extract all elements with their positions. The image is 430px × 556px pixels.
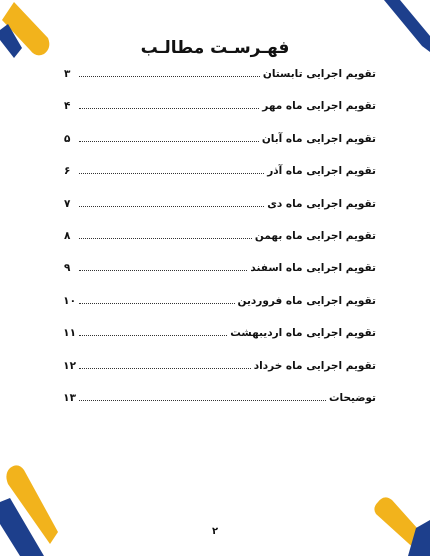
toc-leader-dots — [79, 141, 259, 142]
toc-leader-dots — [79, 76, 260, 77]
toc-entry[interactable] — [64, 262, 376, 294]
toc-entry-title: تقویم اجرایی ماه خرداد — [253, 359, 376, 372]
toc-entry[interactable] — [64, 392, 376, 424]
toc-entry-page: ۱۱ — [63, 327, 76, 340]
corner-decoration-bottom-left — [0, 462, 62, 556]
toc-entry[interactable] — [64, 198, 376, 230]
toc-entry-page: ۱۳ — [63, 391, 76, 404]
toc-leader-dots — [79, 368, 251, 369]
toc-entry[interactable] — [64, 360, 376, 392]
toc-leader-dots — [79, 335, 227, 336]
toc-leader-dots — [79, 238, 252, 239]
toc-entry-title: تقویم اجرایی ماه دی — [267, 197, 376, 210]
toc-entry[interactable] — [64, 100, 376, 132]
page-number: ۲ — [211, 526, 219, 537]
toc-entry[interactable] — [64, 327, 376, 359]
table-of-contents — [64, 68, 376, 424]
toc-entry-page: ۹ — [64, 262, 71, 275]
toc-entry-page: ۳ — [64, 68, 71, 80]
toc-entry-page: ۶ — [64, 165, 71, 178]
toc-entry-title: تقویم اجرایی ماه مهر — [262, 100, 376, 113]
toc-entry-title: تقویم اجرایی ماه آبان — [261, 132, 376, 145]
toc-entry[interactable] — [64, 295, 376, 327]
toc-entry[interactable] — [64, 133, 376, 165]
toc-entry-title: تقویم اجرایی ماه فروردین — [237, 294, 376, 307]
toc-entry-page: ۵ — [64, 132, 71, 145]
toc-entry-title: تقویم اجرایی تابستان — [262, 68, 376, 80]
toc-entry-title: توضیحات — [328, 391, 376, 404]
toc-leader-dots — [79, 270, 247, 271]
toc-entry[interactable] — [64, 68, 376, 100]
toc-entry[interactable] — [64, 230, 376, 262]
toc-entry-page: ۱۲ — [63, 359, 76, 372]
toc-entry-page: ۷ — [64, 197, 71, 210]
toc-leader-dots — [79, 303, 235, 304]
toc-entry[interactable] — [64, 165, 376, 197]
corner-decoration-bottom-right — [368, 494, 430, 556]
toc-heading: فهـرسـت مطالـب — [140, 38, 290, 58]
toc-leader-dots — [79, 400, 326, 401]
toc-entry-title: تقویم اجرایی ماه اردیبهشت — [230, 327, 376, 340]
toc-entry-page: ۸ — [64, 229, 71, 242]
toc-entry-page: ۱۰ — [63, 294, 76, 307]
toc-entry-title: تقویم اجرایی ماه بهمن — [254, 229, 376, 242]
toc-leader-dots — [79, 108, 259, 109]
toc-entry-title: تقویم اجرایی ماه آذر — [267, 165, 376, 178]
toc-leader-dots — [79, 206, 264, 207]
toc-entry-page: ۴ — [64, 100, 71, 113]
toc-leader-dots — [79, 173, 264, 174]
toc-entry-title: تقویم اجرایی ماه اسفند — [250, 262, 376, 275]
